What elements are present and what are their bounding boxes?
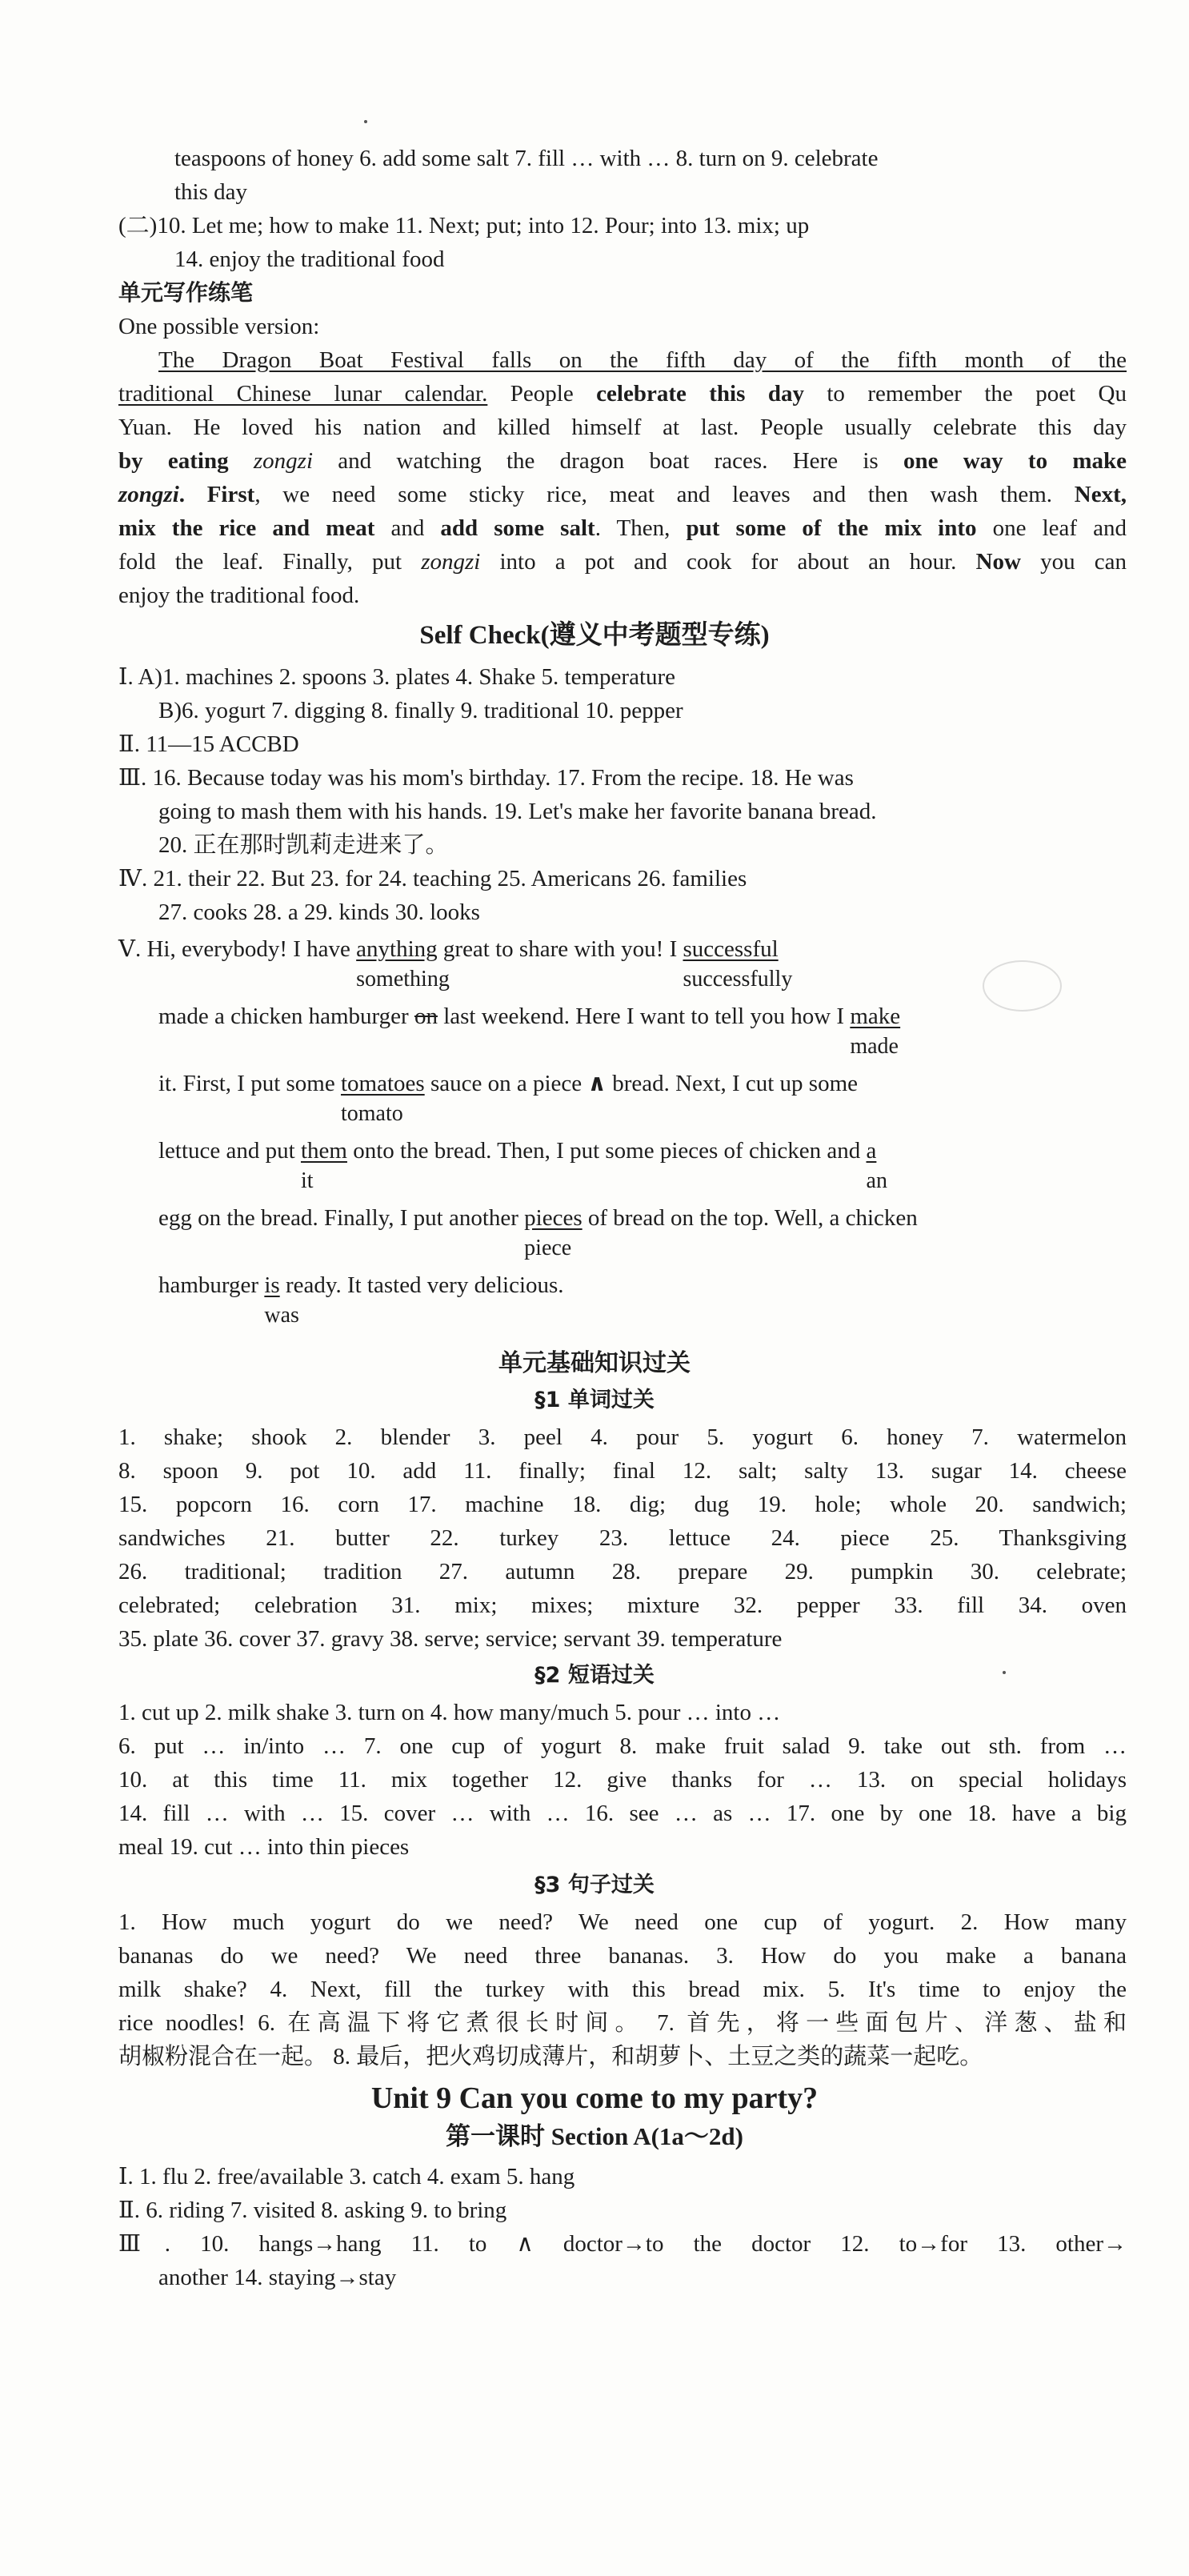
bold-phrase: Next, <box>1074 482 1127 507</box>
answer-line: sandwiches 21. butter 22. turkey 23. lettuce 24. piece 25. Thanksgiving <box>118 1525 1127 1551</box>
essay-text: , we need some sticky rice, meat and leaves and then wash them. <box>254 482 1075 507</box>
correction-line <box>158 1269 1167 1328</box>
answer-line: 10. at this time 11. mix together 12. give thanks for … 13. on special holidays <box>118 1767 1127 1793</box>
essay-text: People <box>487 381 597 407</box>
answer-line: Ⅱ. 11—15 ACCBD <box>118 731 299 757</box>
essay-text: into a pot and cook for about an hour. <box>480 549 976 575</box>
passage-text: Ⅴ. Hi, everybody! I have <box>118 936 357 962</box>
essay-text: fold the leaf. Finally, put <box>118 549 422 575</box>
answer-line: rice noodles! 6. 在高温下将它煮很长时间。 7. 首先，将一些面包片、洋葱、盐和 <box>118 2010 1127 2036</box>
passage-text: hamburger <box>158 1272 265 1298</box>
speck <box>364 120 367 123</box>
correction: an <box>866 1168 887 1193</box>
essay-text: you can <box>1020 549 1127 575</box>
passage-text: onto the bread. Then, I put some pieces of chicken and <box>346 1138 867 1164</box>
word-section-heading: §1 单词过关 <box>534 1388 655 1412</box>
bold-phrase: mix the rice and meat <box>118 515 375 541</box>
correction-line <box>158 1202 1167 1260</box>
correction-line <box>158 1135 1167 1193</box>
answer-line: bananas do we need? We need three bananas. 3. How do you make a banana <box>118 1943 1127 1969</box>
correction: it <box>300 1168 314 1193</box>
bold-phrase: celebrate this day <box>596 381 804 407</box>
corrected-word: anything something <box>356 933 438 965</box>
bold-phrase: Now <box>975 549 1021 575</box>
underlined-text: traditional Chinese lunar calendar. <box>118 381 488 407</box>
essay-text: and <box>374 515 441 541</box>
answer-line: Ⅲ. 16. Because today was his mom's birthday. 17. From the recipe. 18. He was <box>118 765 854 791</box>
correction: something <box>356 967 450 992</box>
passage-text: of bread on the top. Well, a chicken <box>582 1205 918 1231</box>
answer-line: Ⅰ. A)1. machines 2. spoons 3. plates 4. Shake 5. temperature <box>118 664 676 690</box>
italic-word: zongzi <box>421 549 481 575</box>
correction-line <box>118 933 1127 992</box>
passage-text: egg on the bread. Finally, I put another <box>158 1205 525 1231</box>
correction: was <box>264 1303 299 1328</box>
underlined-text: The Dragon Boat Festival falls on the fifth day of the fifth month of the <box>158 347 1127 373</box>
answer-line: 1. shake; shook 2. blender 3. peel 4. pour 5. yogurt 6. honey 7. watermelon <box>118 1424 1127 1450</box>
unit-title: Unit 9 Can you come to my party? <box>370 2081 819 2115</box>
answer-line: 1. cut up 2. milk shake 3. turn on 4. how many/much 5. pour … into … <box>118 1700 781 1725</box>
corrected-word: make made <box>850 1000 900 1032</box>
answer-line: 27. cooks 28. a 29. kinds 30. looks <box>158 899 480 925</box>
answer-line: 胡椒粉混合在一起。 8. 最后，把火鸡切成薄片，和胡萝卜、土豆之类的蔬菜一起吃。 <box>118 2044 983 2069</box>
answer-line: 14. fill … with … 15. cover … with … 16. see … as … 17. one by one 18. have a big <box>118 1801 1127 1826</box>
answer-line: celebrated; celebration 31. mix; mixes; mixture 32. pepper 33. fill 34. oven <box>118 1592 1127 1618</box>
essay-line: enjoy the traditional food. <box>118 583 360 608</box>
bold-phrase: add some salt <box>440 515 595 541</box>
essay-line <box>118 479 1127 511</box>
answer-line: B)6. yogurt 7. digging 8. finally 9. traditional 10. pepper <box>158 698 683 723</box>
answer-line: 20. 正在那时凯莉走进来了。 <box>158 832 449 858</box>
essay-line <box>118 546 1127 578</box>
answer-line: Ⅱ. 6. riding 7. visited 8. asking 9. to bring <box>118 2197 507 2223</box>
speck <box>1003 1671 1006 1674</box>
answer-line: 15. popcorn 16. corn 17. machine 18. dig; dug 19. hole; whole 20. sandwich; <box>118 1492 1127 1517</box>
answer-line: Ⅳ. 21. their 22. But 23. for 24. teaching 25. Americans 26. families <box>118 866 747 891</box>
deleted-word: on <box>414 1004 438 1029</box>
answer-line: Ⅲ. 10. hangs→hang 11. to ∧ doctor→to the doctor 12. to→for 13. other→ <box>118 2231 1127 2257</box>
answer-line: 8. spoon 9. pot 10. add 11. finally; final 12. salt; salty 13. sugar 14. cheese <box>118 1458 1127 1484</box>
essay-text: one leaf and <box>976 515 1127 541</box>
correction: made <box>850 1034 899 1059</box>
passage-text: last weekend. Here I want to tell you how I <box>437 1004 851 1029</box>
correction: tomato <box>340 1101 403 1126</box>
answer-line: going to mash them with his hands. 19. Let's make her favorite banana bread. <box>158 799 877 824</box>
answer-line: meal 19. cut … into thin pieces <box>118 1834 410 1860</box>
answer-line: 6. put … in/into … 7. one cup of yogurt 8. make fruit salad 9. take out sth. from … <box>118 1733 1127 1759</box>
writing-intro: One possible version: <box>118 314 320 339</box>
passage-text: ready. It tasted very delicious. <box>279 1272 564 1298</box>
passage-text: great to share with you! I <box>437 936 683 962</box>
basics-title: 单元基础知识过关 <box>498 1349 691 1377</box>
essay-text: . Then, <box>594 515 687 541</box>
answer-line: (二)10. Let me; how to make 11. Next; put; into 12. Pour; into 13. mix; up <box>118 213 810 238</box>
essay-line <box>118 445 1127 477</box>
sentence-section-heading: §3 句子过关 <box>534 1873 655 1897</box>
answer-line: this day <box>174 179 248 205</box>
answer-line: 26. traditional; tradition 27. autumn 28. prepare 29. pumpkin 30. celebrate; <box>118 1559 1127 1584</box>
answer-line: another 14. staying→stay <box>158 2265 397 2290</box>
bold-phrase: by eating <box>118 448 229 474</box>
essay-text: to remember the poet Qu <box>803 381 1127 407</box>
essay-line <box>118 512 1127 544</box>
self-check-title: Self Check(遵义中考题型专练) <box>419 621 770 650</box>
italic-word: zongzi <box>228 448 314 474</box>
corrected-word: tomatoes tomato <box>341 1068 425 1100</box>
essay-line <box>118 378 1127 410</box>
answer-line: 1. How much yogurt do we need? We need one cup of yogurt. 2. How many <box>118 1909 1127 1935</box>
corrected-word: them it <box>301 1135 347 1167</box>
corrected-word: pieces piece <box>524 1202 582 1234</box>
corrected-word: is was <box>264 1269 279 1301</box>
bold-phrase: put some of the mix into <box>686 515 977 541</box>
correction: piece <box>524 1236 572 1260</box>
essay-line: Yuan. He loved his nation and killed himself at last. People usually celebrate this day <box>118 415 1127 440</box>
answer-line: 35. plate 36. cover 37. gravy 38. serve; service; servant 39. temperature <box>118 1626 783 1652</box>
essay-line <box>158 344 1127 376</box>
insert-mark: ∧ <box>587 1071 607 1096</box>
essay-text: and watching the dragon boat races. Here is <box>313 448 903 474</box>
answer-line: teaspoons of honey 6. add some salt 7. fill … with … 8. turn on 9. celebrate <box>174 146 879 171</box>
lesson-title: 第一课时 Section A(1a～2d) <box>446 2122 743 2150</box>
answer-line: milk shake? 4. Next, fill the turkey with this bread mix. 5. It's time to enjoy the <box>118 1977 1127 2002</box>
passage-text: sauce on a piece <box>424 1071 588 1096</box>
passage-text: it. First, I put some <box>158 1071 341 1096</box>
answer-line: Ⅰ. 1. flu 2. free/available 3. catch 4. exam 5. hang <box>118 2164 575 2189</box>
bold-phrase: one way to make <box>903 448 1127 474</box>
italic-word: zongzi <box>118 482 179 507</box>
corrected-word: a an <box>867 1135 877 1167</box>
correction-line <box>158 1000 1167 1059</box>
corrected-word: successful successfully <box>683 933 778 965</box>
answer-line: 14. enjoy the traditional food <box>174 246 445 272</box>
passage-text: bread. Next, I cut up some <box>606 1071 859 1096</box>
correction-line <box>158 1068 1167 1126</box>
phrase-section-heading: §2 短语过关 <box>534 1663 655 1688</box>
correction: successfully <box>683 967 793 992</box>
section-heading-writing: 单元写作练笔 <box>118 279 254 306</box>
passage-text: lettuce and put <box>158 1138 301 1164</box>
bold-phrase: . First <box>178 482 255 507</box>
passage-text: made a chicken hamburger <box>158 1004 414 1029</box>
